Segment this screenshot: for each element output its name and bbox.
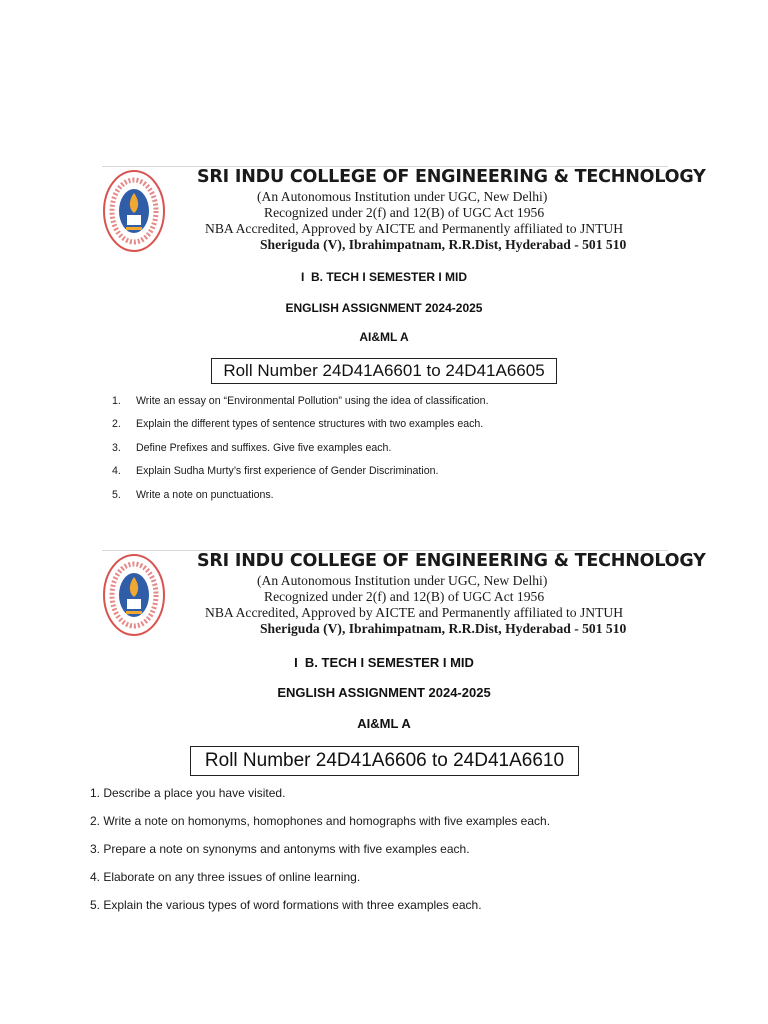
- college-header: [102, 550, 706, 643]
- college-recognition-line: Recognized under 2(f) and 12(B) of UGC Act 1956: [264, 205, 545, 220]
- college-logo-icon: [102, 169, 166, 255]
- semester-heading: I B. TECH I SEMESTER I MID: [300, 270, 467, 284]
- list-item: 4. Explain Sudha Murty’s first experience of Gender Discrimination.: [112, 465, 439, 477]
- college-accreditation-line: NBA Accredited, Approved by AICTE and Permanently affiliated to JNTUH: [205, 605, 624, 620]
- branch-heading: AI&ML A: [359, 330, 409, 344]
- college-accreditation-line: NBA Accredited, Approved by AICTE and Permanently affiliated to JNTUH: [205, 221, 624, 236]
- college-address-line: Sheriguda (V), Ibrahimpatnam, R.R.Dist, Hyderabad - 501 510: [260, 621, 627, 636]
- college-name: SRI INDU COLLEGE OF ENGINEERING & TECHNOLOGY: [197, 551, 706, 571]
- semester-heading: I B. TECH I SEMESTER I MID: [294, 655, 474, 670]
- roll-number-box: Roll Number 24D41A6601 to 24D41A6605: [211, 358, 557, 384]
- list-item: 5. Explain the various types of word formations with three examples each.: [90, 898, 482, 912]
- roll-number-box: Roll Number 24D41A6606 to 24D41A6610: [190, 746, 579, 776]
- list-item: 3. Define Prefixes and suffixes. Give five examples each.: [112, 442, 392, 454]
- list-item: 2. Explain the different types of sentence structures with two examples each.: [112, 418, 484, 430]
- list-item: 1. Describe a place you have visited.: [90, 786, 286, 800]
- college-logo-icon: [102, 553, 166, 639]
- list-item: 2. Write a note on homonyms, homophones and homographs with five examples each.: [90, 814, 551, 828]
- college-affiliation-line: (An Autonomous Institution under UGC, New Delhi): [257, 189, 548, 204]
- list-item: 1. Write an essay on “Environmental Pollution” using the idea of classification.: [112, 395, 489, 407]
- college-recognition-line: Recognized under 2(f) and 12(B) of UGC Act 1956: [264, 589, 545, 604]
- list-item: 3. Prepare a note on synonyms and antonyms with five examples each.: [90, 842, 470, 856]
- college-address-line: Sheriguda (V), Ibrahimpatnam, R.R.Dist, Hyderabad - 501 510: [260, 237, 627, 252]
- college-header: [102, 166, 706, 259]
- list-item: 5. Write a note on punctuations.: [112, 489, 274, 501]
- college-name: SRI INDU COLLEGE OF ENGINEERING & TECHNOLOGY: [197, 167, 706, 187]
- assignment-heading: ENGLISH ASSIGNMENT 2024-2025: [285, 301, 483, 315]
- college-affiliation-line: (An Autonomous Institution under UGC, New Delhi): [257, 573, 548, 588]
- assignment-heading: ENGLISH ASSIGNMENT 2024-2025: [277, 685, 491, 700]
- list-item: 4. Elaborate on any three issues of online learning.: [90, 870, 361, 884]
- branch-heading: AI&ML A: [357, 716, 411, 731]
